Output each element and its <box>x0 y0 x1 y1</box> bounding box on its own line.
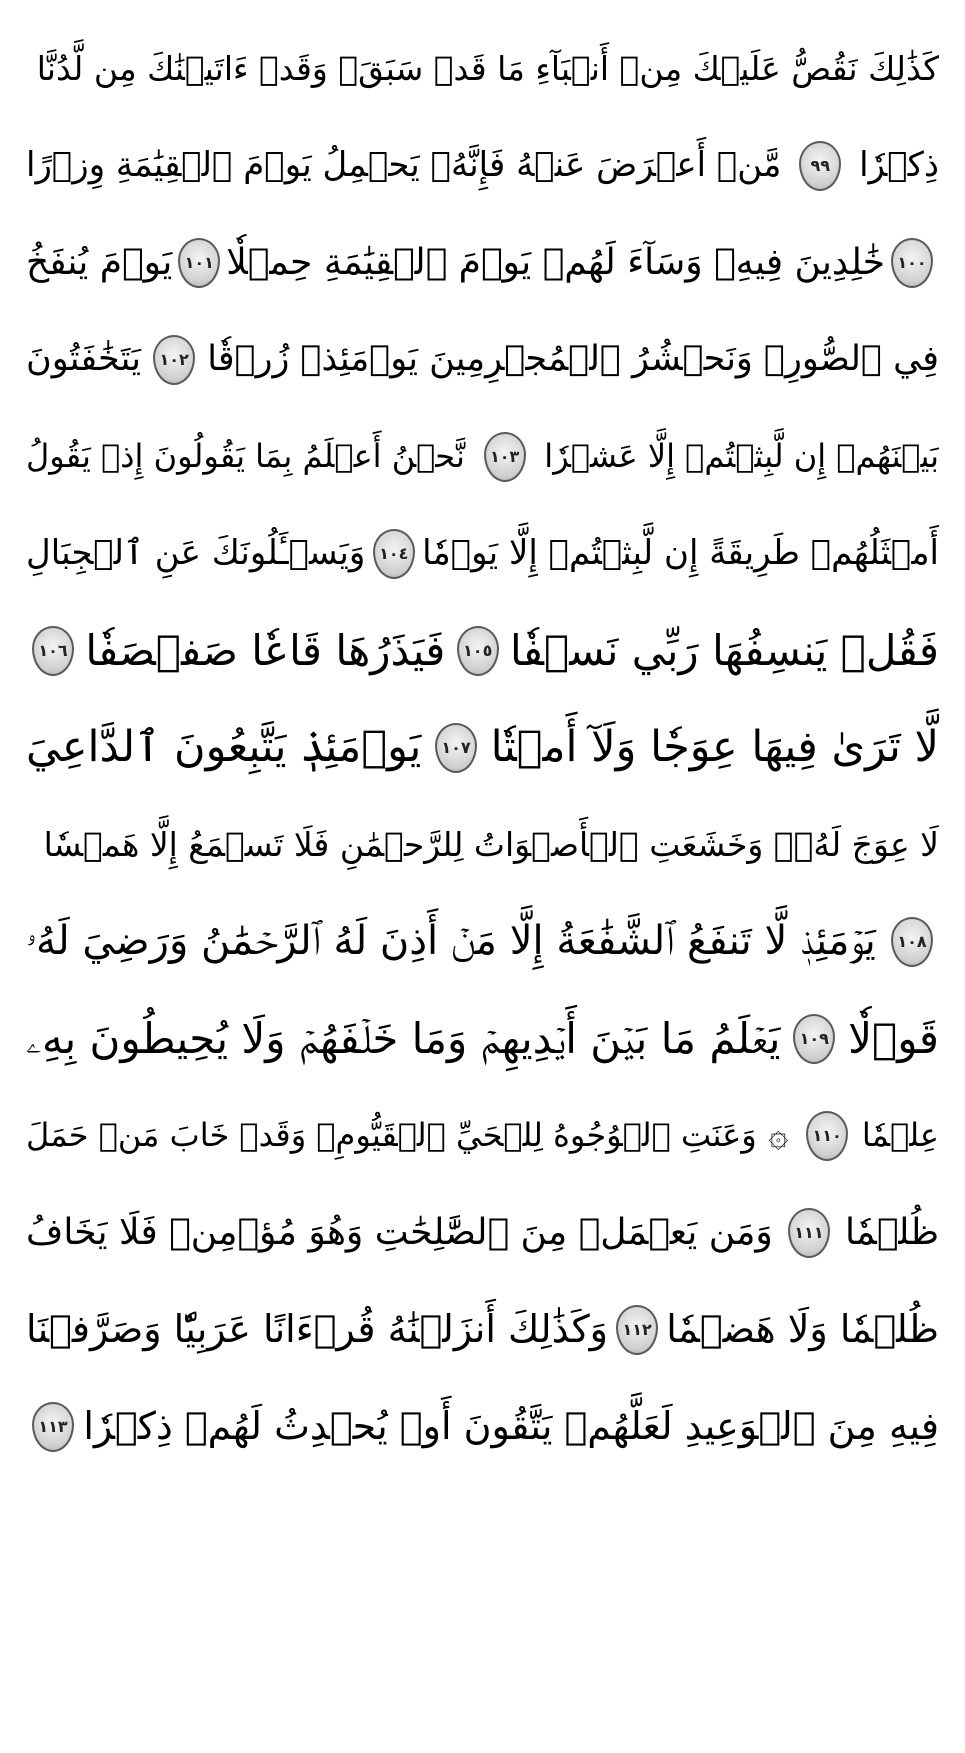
ayah-number-marker: ١٠١ <box>178 238 220 288</box>
ayah-number-marker: ١١١ <box>788 1208 830 1258</box>
ayah-number-marker: ١٠٢ <box>153 335 195 385</box>
verse-text: يَوۡمَئِذٖ يَتَّبِعُونَ ٱلدَّاعِيَ <box>26 722 422 772</box>
ayah-number-marker: ١١٣ <box>32 1402 74 1452</box>
verse-text: عِلۡمٗا <box>861 1116 939 1154</box>
text-line <box>26 20 939 117</box>
text-line <box>26 1184 939 1281</box>
ayah-number-marker: ٩٩ <box>799 141 841 191</box>
verse-text: ظُلۡمٗا <box>845 1212 939 1253</box>
text-line <box>26 699 939 796</box>
ayah-number-marker: ١٠٨ <box>891 917 933 967</box>
verse-text: لَا عِوَجَ لَهُۥۖ وَخَشَعَتِ ٱلۡأَصۡوَاتُ لِلرَّحۡمَٰنِ فَلَا تَسۡمَعُ إِلَّا هَمۡسٗا <box>43 825 939 864</box>
verse-text: يَوۡمَ يُنفَخُ <box>26 242 173 283</box>
verse-text: يَوۡمَئِذٖ لَّا تَنفَعُ ٱلشَّفَٰعَةُ إِلَّا مَنۡ أَذِنَ لَهُ ٱلرَّحۡمَٰنُ وَرَضِيَ لَهُۥ <box>26 918 876 964</box>
ayah-number-marker: ١٠٧ <box>435 723 477 773</box>
ayah-number-marker: ١١٢ <box>616 1305 658 1355</box>
verse-text: يَتَخَٰفَتُونَ <box>26 339 141 379</box>
text-line <box>26 1281 939 1378</box>
verse-text: خَٰلِدِينَ فِيهِۖ وَسَآءَ لَهُمۡ يَوۡمَ ٱلۡقِيَٰمَةِ حِمۡلٗا <box>226 242 885 283</box>
ayah-number-marker: ١١٠ <box>806 1111 848 1161</box>
text-line <box>26 311 939 408</box>
text-line <box>26 796 939 893</box>
text-line <box>26 990 939 1087</box>
text-line <box>26 214 939 311</box>
ayah-number-marker: ١٠٥ <box>457 626 499 676</box>
verse-text: ذِكۡرٗا <box>859 145 939 185</box>
text-line <box>26 1087 939 1184</box>
verse-text: ظُلۡمٗا وَلَا هَضۡمٗا <box>666 1307 939 1351</box>
verse-text: وَكَذَٰلِكَ أَنزَلۡنَٰهُ قُرۡءَانًا عَرَبِيّٗا وَصَرَّفۡنَا <box>26 1307 609 1351</box>
text-line <box>26 117 939 214</box>
verse-text: وَمَن يَعۡمَلۡ مِنَ ٱلصَّٰلِحَٰتِ وَهُوَ مُؤۡمِنٞ فَلَا يَخَافُ <box>26 1212 773 1253</box>
ayah-number-marker: ١٠٩ <box>793 1014 835 1064</box>
verse-text: قَوۡلٗا <box>848 1014 939 1063</box>
text-line <box>26 1378 939 1475</box>
ayah-number-marker: ١٠٦ <box>32 626 74 676</box>
verse-text: نَّحۡنُ أَعۡلَمُ بِمَا يَقُولُونَ إِذۡ يَقُولُ <box>26 437 465 475</box>
verse-text: فِي ٱلصُّورِۚ وَنَحۡشُرُ ٱلۡمُجۡرِمِينَ يَوۡمَئِذٖ زُرۡقٗا <box>207 339 939 379</box>
ayah-number-marker: ١٠٣ <box>484 432 526 482</box>
verse-text: كَذَٰلِكَ نَقُصُّ عَلَيۡكَ مِنۡ أَنۢبَآءِ مَا قَدۡ سَبَقَۚ وَقَدۡ ءَاتَيۡنَٰكَ مِن لَّدُنَّا <box>36 49 939 88</box>
verse-text: أَمۡثَلُهُمۡ طَرِيقَةً إِن لَّبِثۡتُمۡ إِلَّا يَوۡمٗا <box>422 533 939 573</box>
text-line <box>26 602 939 699</box>
verse-text: لَّا تَرَىٰ فِيهَا عِوَجٗا وَلَآ أَمۡتٗا <box>490 722 939 772</box>
ayah-number-marker: ١٠٤ <box>373 529 415 579</box>
verse-text: فَقُلۡ يَنسِفُهَا رَبِّي نَسۡفٗا <box>509 626 939 675</box>
text-line <box>26 893 939 990</box>
verse-text: يَعۡلَمُ مَا بَيۡنَ أَيۡدِيهِمۡ وَمَا خَلۡفَهُمۡ وَلَا يُحِيطُونَ بِهِۦ <box>26 1014 781 1063</box>
verse-text: وَعَنَتِ ٱلۡوُجُوهُ لِلۡحَيِّ ٱلۡقَيُّومِۖ وَقَدۡ خَابَ مَنۡ حَمَلَ <box>26 1116 757 1154</box>
ayah-number-marker: ١٠٠ <box>891 238 933 288</box>
hizb-quarter-sign-icon: ۞ <box>768 1115 789 1155</box>
verse-text: فِيهِ مِنَ ٱلۡوَعِيدِ لَعَلَّهُمۡ يَتَّقُونَ أَوۡ يُحۡدِثُ لَهُمۡ ذِكۡرٗا <box>83 1404 939 1448</box>
verse-text: وَيَسۡـَٔلُونَكَ عَنِ ٱلۡجِبَالِ <box>26 533 366 573</box>
text-line <box>26 505 939 602</box>
verse-text: بَيۡنَهُمۡ إِن لَّبِثۡتُمۡ إِلَّا عَشۡرٗا <box>544 437 939 475</box>
verse-text: فَيَذَرُهَا قَاعٗا صَفۡصَفٗا <box>85 626 446 675</box>
verse-text: مَّنۡ أَعۡرَضَ عَنۡهُ فَإِنَّهُۥ يَحۡمِلُ يَوۡمَ ٱلۡقِيَٰمَةِ وِزۡرًا <box>26 145 782 185</box>
text-line <box>26 408 939 505</box>
